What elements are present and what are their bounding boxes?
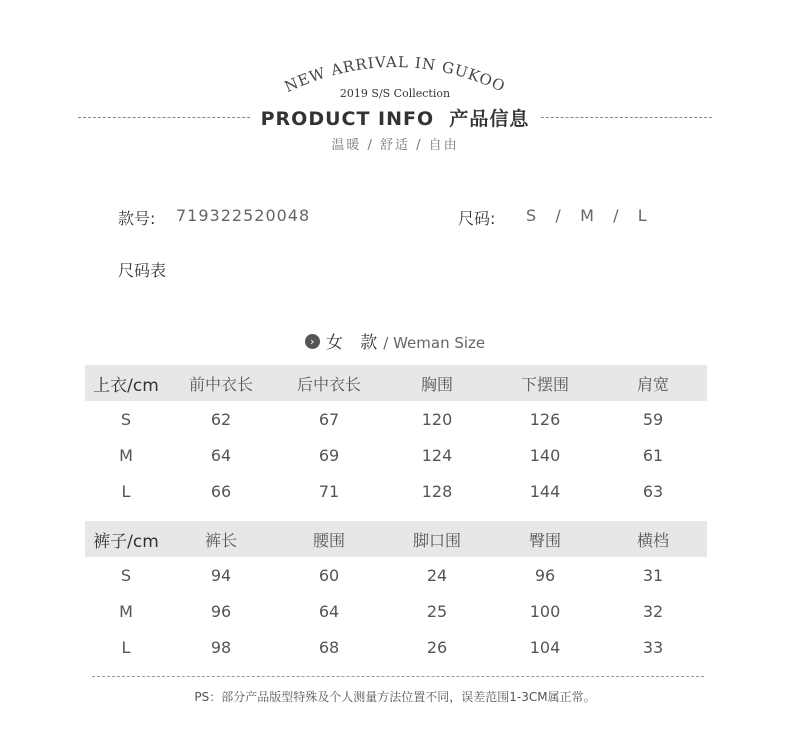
table-cell: 126 xyxy=(529,409,561,429)
table-row xyxy=(85,437,707,473)
section-title-en: / Weman Size xyxy=(383,334,486,352)
tops-header-cell: 后中衣长 xyxy=(296,374,361,394)
size-chart-label: 尺码表 xyxy=(118,261,167,280)
section-heading xyxy=(0,328,790,353)
table-cell: 62 xyxy=(210,409,232,429)
table-cell: 67 xyxy=(318,409,340,429)
tops-header-cell: 上衣/cm xyxy=(93,375,159,396)
footer-divider xyxy=(92,676,704,677)
table-cell: M xyxy=(119,445,133,465)
table-cell: 63 xyxy=(642,481,664,501)
size-options: S / M / L xyxy=(526,206,648,225)
tops-header-cell: 下摆围 xyxy=(520,374,569,394)
table-cell: 71 xyxy=(318,481,340,501)
collection-subtitle: 2019 S/S Collection xyxy=(339,87,451,100)
tops-header-cell: 前中衣长 xyxy=(188,374,253,394)
table-cell: 60 xyxy=(318,565,340,585)
table-row xyxy=(85,629,707,665)
table-cell: 120 xyxy=(421,409,453,429)
table-cell: 64 xyxy=(210,445,232,465)
table-cell: L xyxy=(121,481,131,501)
table-cell: 61 xyxy=(642,445,664,465)
table-cell: 25 xyxy=(426,601,448,621)
table-cell: M xyxy=(119,601,133,621)
tagline: 温暖 / 舒适 / 自由 xyxy=(331,138,459,153)
pants-header-cell: 腰围 xyxy=(312,530,345,550)
table-cell: 59 xyxy=(642,409,664,429)
style-number-value: 719322520048 xyxy=(176,206,311,225)
table-cell: 144 xyxy=(529,481,561,501)
pants-header-cell: 横档 xyxy=(636,530,669,550)
tops-size-table xyxy=(85,365,707,509)
table-row xyxy=(85,593,707,629)
page-title: PRODUCT INFO 产品信息 xyxy=(251,108,540,130)
table-cell: 128 xyxy=(421,481,453,501)
tops-header-cell: 胸围 xyxy=(420,374,453,394)
size-label: 尺码: xyxy=(458,209,496,228)
table-cell: 69 xyxy=(318,445,340,465)
table-cell: 31 xyxy=(642,565,664,585)
table-row xyxy=(85,401,707,437)
table-row xyxy=(85,557,707,593)
pants-header-row xyxy=(85,521,707,557)
table-row xyxy=(85,473,707,509)
pants-header-cell: 脚口围 xyxy=(412,530,461,550)
measurement-note: PS：部分产品版型特殊及个人测量方法位置不同，误差范围1-3CM属正常。 xyxy=(194,690,596,704)
table-cell: S xyxy=(120,565,132,585)
pants-header-cell: 裤长 xyxy=(204,530,237,550)
table-cell: 140 xyxy=(529,445,561,465)
table-cell: 32 xyxy=(642,601,664,621)
arc-title-text: NEW ARRIVAL IN GUKOO xyxy=(281,52,509,96)
tops-header-row xyxy=(85,365,707,401)
pants-size-table xyxy=(85,521,707,665)
style-number-label: 款号: xyxy=(118,209,156,228)
table-cell: 96 xyxy=(210,601,232,621)
table-cell: 26 xyxy=(426,637,448,657)
table-cell: 94 xyxy=(210,565,232,585)
section-title-cn: 女 款 xyxy=(325,333,384,353)
table-cell: 66 xyxy=(210,481,232,501)
pants-header-cell: 裤子/cm xyxy=(93,531,159,552)
table-cell: 33 xyxy=(642,637,664,657)
table-cell: 104 xyxy=(529,637,561,657)
table-cell: 64 xyxy=(318,601,340,621)
table-cell: 96 xyxy=(534,565,556,585)
chevron-right-icon: › xyxy=(305,334,320,349)
table-cell: L xyxy=(121,637,131,657)
table-cell: 124 xyxy=(421,445,453,465)
table-cell: S xyxy=(120,409,132,429)
table-cell: 24 xyxy=(426,565,448,585)
pants-header-cell: 臀围 xyxy=(528,530,561,550)
table-cell: 68 xyxy=(318,637,340,657)
tops-header-cell: 肩宽 xyxy=(636,374,669,394)
table-cell: 100 xyxy=(529,601,561,621)
table-cell: 98 xyxy=(210,637,232,657)
